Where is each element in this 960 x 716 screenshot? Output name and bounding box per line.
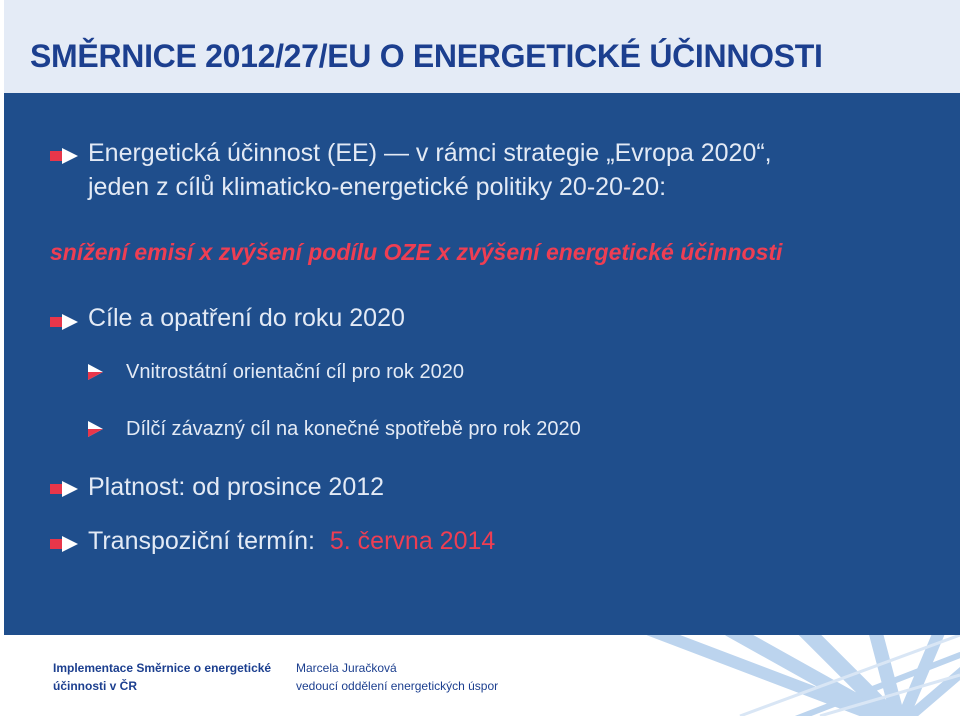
- arrow-bullet-icon: [50, 148, 80, 164]
- small-arrow-bullet-icon: [88, 421, 106, 437]
- bullet-ee-line2: jeden z cílů klimaticko-energetické politiky 20-20-20:: [88, 173, 667, 201]
- transposition-date: 5. června 2014: [329, 527, 496, 555]
- footer-title-line2: účinnosti v ČR: [53, 679, 138, 693]
- transposition-label: Transpoziční termín:: [88, 527, 315, 555]
- footer-author: [296, 659, 498, 695]
- content-panel: [4, 93, 960, 635]
- highlight-targets: snížení emisí x zvýšení podílu OZE x zvýšení energetické účinnosti: [50, 239, 783, 265]
- small-arrow-bullet-icon: [88, 364, 106, 380]
- bullet-validity: Platnost: od prosince 2012: [88, 473, 385, 501]
- footer-title-line1: Implementace Směrnice o energetické: [53, 661, 272, 675]
- footer-author-role: vedoucí oddělení energetických úspor: [296, 679, 499, 693]
- footer-author-name: Marcela Juračková: [296, 661, 397, 675]
- arrow-bullet-icon: [50, 314, 80, 330]
- footer: [0, 635, 960, 716]
- arrow-bullet-icon: [50, 481, 80, 497]
- arrow-bullet-icon: [50, 536, 80, 552]
- bullet-goals: Cíle a opatření do roku 2020: [88, 304, 405, 332]
- decorative-rays-graphic: [540, 635, 960, 716]
- sub-bullet-national-target: Vnitrostátní orientační cíl pro rok 2020: [126, 361, 464, 383]
- slide-title: SMĚRNICE 2012/27/EU O ENERGETICKÉ ÚČINNOSTI: [30, 38, 823, 74]
- bullet-transposition: [88, 527, 495, 556]
- bullet-ee-line1: Energetická účinnost (EE) — v rámci strategie „Evropa 2020“,: [88, 139, 772, 167]
- sub-bullet-binding-target: Dílčí závazný cíl na konečné spotřebě pro rok 2020: [126, 418, 581, 440]
- footer-presentation-title: [53, 659, 271, 695]
